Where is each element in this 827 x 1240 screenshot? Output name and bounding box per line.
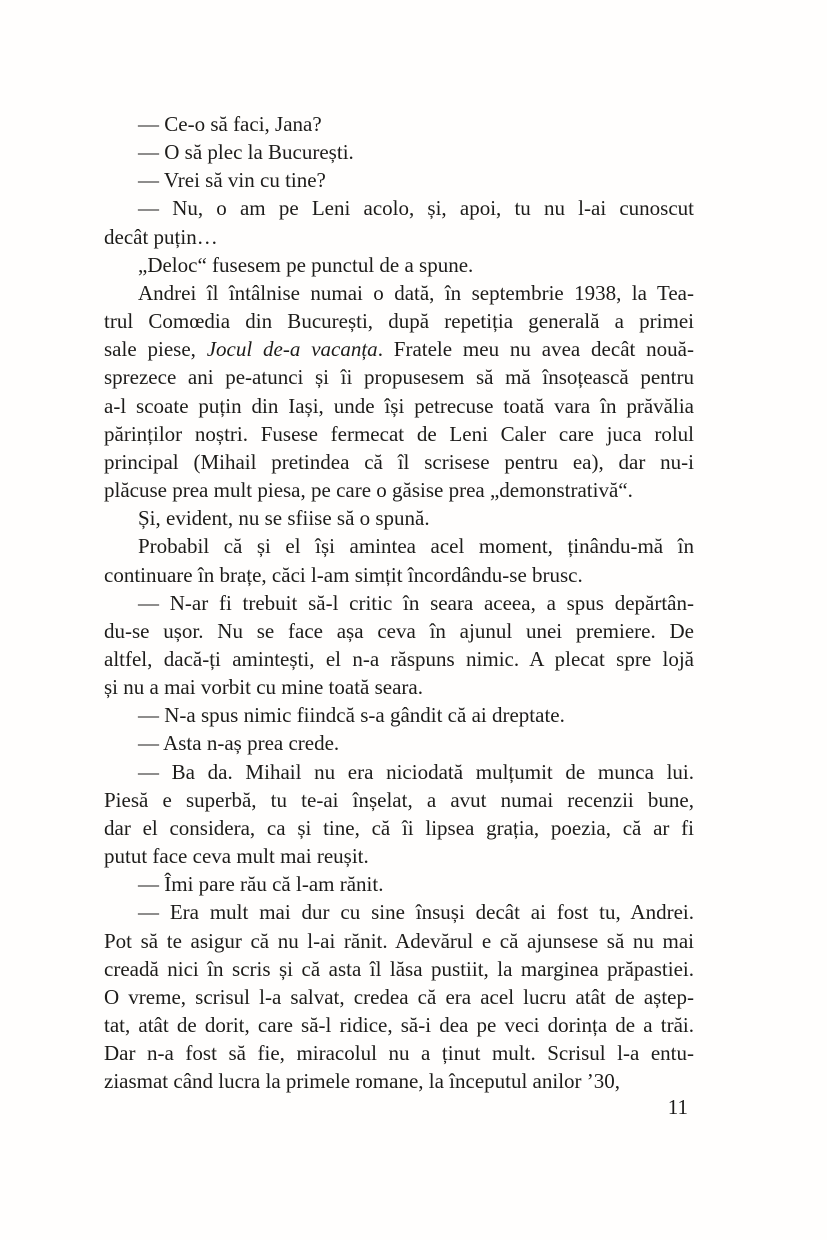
paragraph <box>104 251 694 279</box>
text-line <box>104 166 694 194</box>
text-segment: Andrei îl întâlnise numai o dată, în septembrie 1938, la Tea- <box>138 280 694 305</box>
paragraph <box>104 504 694 532</box>
paragraph <box>104 729 694 757</box>
text-segment: Dar n-a fost să fie, miracolul nu a ținut mult. Scrisul l-a entu- <box>104 1041 694 1066</box>
text-line <box>104 673 694 701</box>
text-segment: altfel, dacă-ți amintești, el n-a răspuns nimic. A plecat spre lojă <box>104 646 694 671</box>
text-segment: principal (Mihail pretindea că îl scrisese pentru ea), dar nu-i <box>104 449 694 474</box>
text-segment: creadă nici în scris și că asta îl lăsa pustiit, la marginea prăpastiei. <box>104 956 694 981</box>
text-segment: — Era mult mai dur cu sine însuși decât ai fost tu, Andrei. <box>138 900 694 925</box>
text-segment: ziasmat când lucra la primele romane, la începutul anilor ’30, <box>104 1069 621 1094</box>
text-segment: putut face ceva mult mai reușit. <box>104 844 369 869</box>
paragraph <box>104 589 694 702</box>
text-line <box>104 589 694 617</box>
text-line <box>104 1039 694 1067</box>
text-line <box>104 955 694 983</box>
paragraph <box>104 110 694 138</box>
text-segment: . Fratele meu nu avea decât nouă- <box>377 337 694 362</box>
text-segment: — Ce-o să faci, Jana? <box>138 112 322 136</box>
text-line <box>104 110 694 138</box>
text-line <box>104 617 694 645</box>
text-segment: Piesă e superbă, tu te-ai înșelat, a avut numai recenzii bune, <box>104 787 694 812</box>
text-segment: du-se ușor. Nu se face așa ceva în ajunul unei premiere. De <box>104 618 694 643</box>
text-line <box>104 758 694 786</box>
paragraph <box>104 138 694 166</box>
text-line <box>104 645 694 673</box>
text-line <box>104 870 694 898</box>
paragraph <box>104 898 694 1095</box>
text-line <box>104 1011 694 1039</box>
text-segment: și nu a mai vorbit cu mine toată seara. <box>104 675 423 700</box>
text-segment: decât puțin… <box>104 224 218 249</box>
text-line <box>104 814 694 842</box>
text-segment: „Deloc“ fusesem pe punctul de a spune. <box>138 252 474 277</box>
text-line <box>104 420 694 448</box>
text-segment: sprezece ani pe-atunci și îi propusesem să mă însoțească pentru <box>104 365 694 390</box>
text-segment: — Îmi pare rău că l-am rănit. <box>138 872 384 897</box>
text-segment: trul Comœdia din București, după repetiția generală a primei <box>104 309 694 334</box>
text-segment: tat, atât de dorit, care să-l ridice, să-i dea pe veci dorința de a trăi. <box>104 1013 694 1037</box>
paragraph <box>104 166 694 194</box>
text-segment: Pot să te asigur că nu l-ai rănit. Adevărul e că ajunsese să nu mai <box>104 928 694 953</box>
text-line <box>104 335 694 363</box>
paragraph <box>104 870 694 898</box>
text-block <box>104 110 694 1095</box>
text-line <box>104 279 694 307</box>
text-segment: sale piese, <box>104 337 207 362</box>
paragraph <box>104 194 694 250</box>
text-line <box>104 363 694 391</box>
text-line <box>104 194 694 222</box>
text-segment: părinților noștri. Fusese fermecat de Leni Caler care juca rolul <box>104 421 694 446</box>
text-line <box>104 842 694 870</box>
text-line <box>104 307 694 335</box>
text-segment: — O să plec la București. <box>138 140 354 165</box>
paragraph <box>104 701 694 729</box>
paragraph <box>104 279 694 504</box>
text-segment: — Asta n-aș prea crede. <box>138 731 340 756</box>
text-line <box>104 448 694 476</box>
text-segment: — Ba da. Mihail nu era niciodată mulțumit de munca lui. <box>138 759 694 784</box>
text-line <box>104 729 694 757</box>
text-segment: — N-ar fi trebuit să-l critic în seara aceea, a spus depărtân- <box>138 590 694 615</box>
text-line <box>104 476 694 504</box>
text-segment: dar el considera, ca și tine, că îi lipsea grația, poezia, că ar fi <box>104 815 694 840</box>
text-line <box>104 138 694 166</box>
text-line <box>104 701 694 729</box>
text-line <box>104 561 694 589</box>
text-line <box>104 504 694 532</box>
text-line <box>104 223 694 251</box>
text-line <box>104 251 694 279</box>
page-number: 11 <box>667 1095 688 1119</box>
text-segment: plăcuse prea mult piesa, pe care o găsise prea „demonstrativă“. <box>104 478 633 503</box>
paragraph <box>104 532 694 588</box>
text-segment: — Nu, o am pe Leni acolo, și, apoi, tu nu l-ai cunoscut <box>138 196 694 221</box>
text-line <box>104 786 694 814</box>
text-segment: Probabil că și el își amintea acel moment, ținându-mă în <box>138 534 694 559</box>
text-segment: continuare în brațe, căci l-am simțit încordându-se brusc. <box>104 562 583 587</box>
text-line <box>104 1067 694 1095</box>
text-line <box>104 927 694 955</box>
text-segment: a-l scoate puțin din Iași, unde își petrecuse toată vara în prăvălia <box>104 393 694 418</box>
text-segment: Și, evident, nu se sfiise să o spună. <box>138 506 430 531</box>
paragraph <box>104 758 694 871</box>
book-title-italic: Jocul de-a vacanța <box>206 337 378 362</box>
text-line <box>104 532 694 560</box>
text-segment: — N-a spus nimic fiindcă s-a gândit că ai dreptate. <box>138 703 565 728</box>
text-segment: O vreme, scrisul l-a salvat, credea că era acel lucru atât de aștep- <box>104 984 694 1009</box>
text-line <box>104 898 694 926</box>
text-line <box>104 392 694 420</box>
text-line <box>104 983 694 1011</box>
text-segment: — Vrei să vin cu tine? <box>138 168 326 193</box>
